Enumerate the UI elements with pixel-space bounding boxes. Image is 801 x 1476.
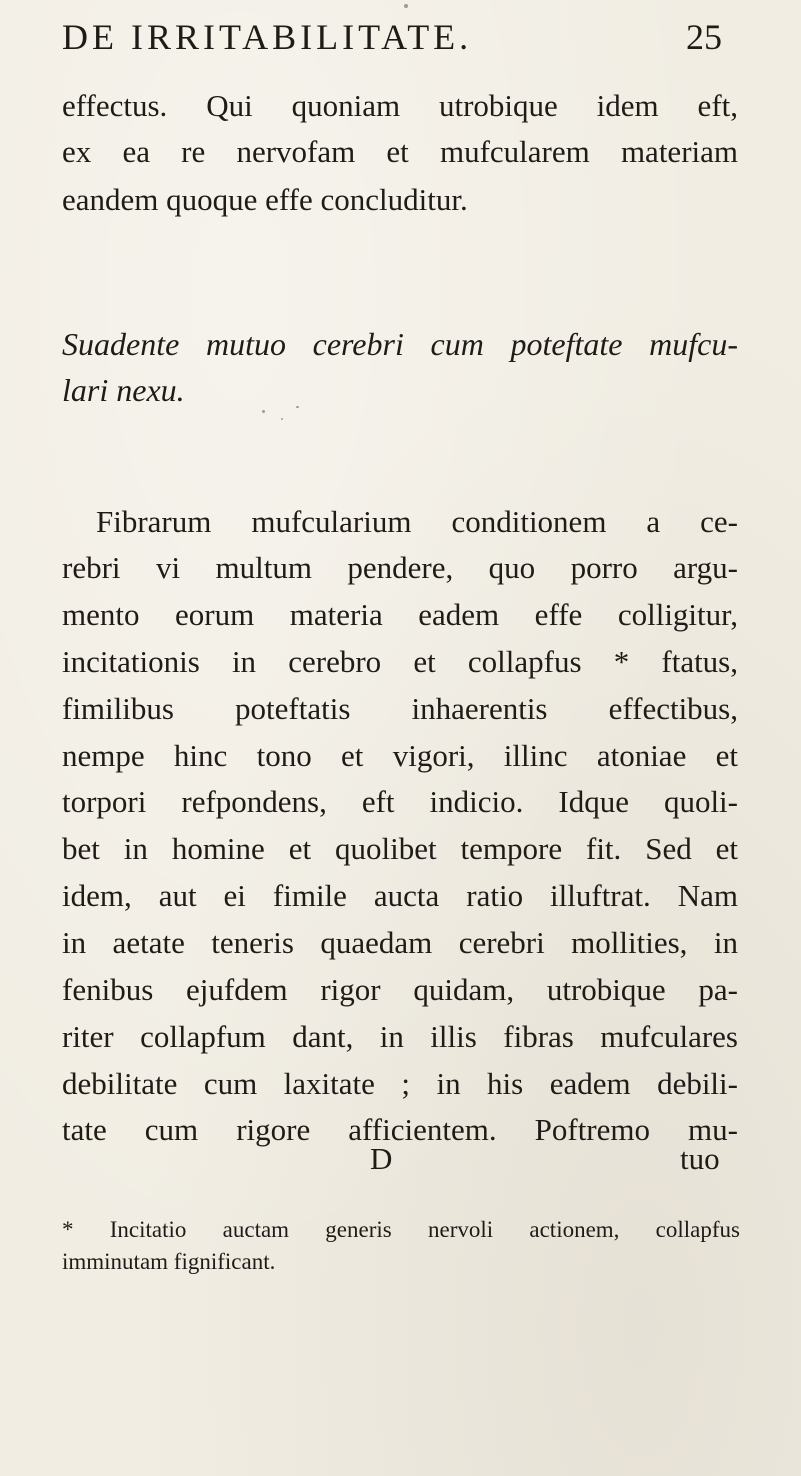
paragraph-line: nempe hinc tono et vigori, illinc atoniae et xyxy=(62,738,738,773)
paragraph-line: tate cum rigore afficientem. Poftremo mu- xyxy=(62,1112,738,1147)
page-number: 25 xyxy=(686,17,722,57)
catchword: tuo xyxy=(680,1141,720,1176)
paragraph-line: mento eorum materia eadem effe colligitur, xyxy=(62,597,738,632)
body-line: effectus. Qui quoniam utrobique idem eft, xyxy=(62,88,738,123)
page-header xyxy=(62,12,722,62)
paragraph-line: riter collapfum dant, in illis fibras mufculares xyxy=(62,1019,738,1054)
paragraph-line: rebri vi multum pendere, quo porro argu- xyxy=(62,550,738,585)
running-title: DE IRRITABILITATE. xyxy=(62,17,473,57)
paragraph-line: debilitate cum laxitate ; in his eadem debili- xyxy=(62,1066,738,1101)
ink-speck xyxy=(281,418,283,420)
paragraph-line: fimilibus poteftatis inhaerentis effectibus, xyxy=(62,691,738,726)
section-heading: lari nexu. xyxy=(62,372,185,408)
paragraph-line: torpori refpondens, eft indicio. Idque quoli- xyxy=(62,784,738,819)
paragraph-line: in aetate teneris quaedam cerebri mollities, in xyxy=(62,925,738,960)
paragraph-line: incitationis in cerebro et collapfus * ftatus, xyxy=(62,644,738,679)
paragraph-line: Fibrarum mufcularium conditionem a ce- xyxy=(96,504,738,539)
ink-speck xyxy=(404,4,408,8)
paragraph-line: fenibus ejufdem rigor quidam, utrobique pa- xyxy=(62,972,738,1007)
ink-speck xyxy=(262,410,265,413)
body-line: eandem quoque effe concluditur. xyxy=(62,182,468,217)
footnote-line: imminutam fignificant. xyxy=(62,1249,276,1274)
body-line: ex ea re nervofam et mufcularem materiam xyxy=(62,134,738,169)
footnote-line: * Incitatio auctam generis nervoli actionem, collapfus xyxy=(62,1217,740,1242)
section-heading: Suadente mutuo cerebri cum poteftate mufcu- xyxy=(62,326,738,362)
paragraph-line: idem, aut ei fimile aucta ratio illuftrat. Nam xyxy=(62,878,738,913)
signature-mark: D xyxy=(370,1141,393,1176)
ink-speck xyxy=(296,406,299,408)
paragraph-line: bet in homine et quolibet tempore fit. Sed et xyxy=(62,831,738,866)
